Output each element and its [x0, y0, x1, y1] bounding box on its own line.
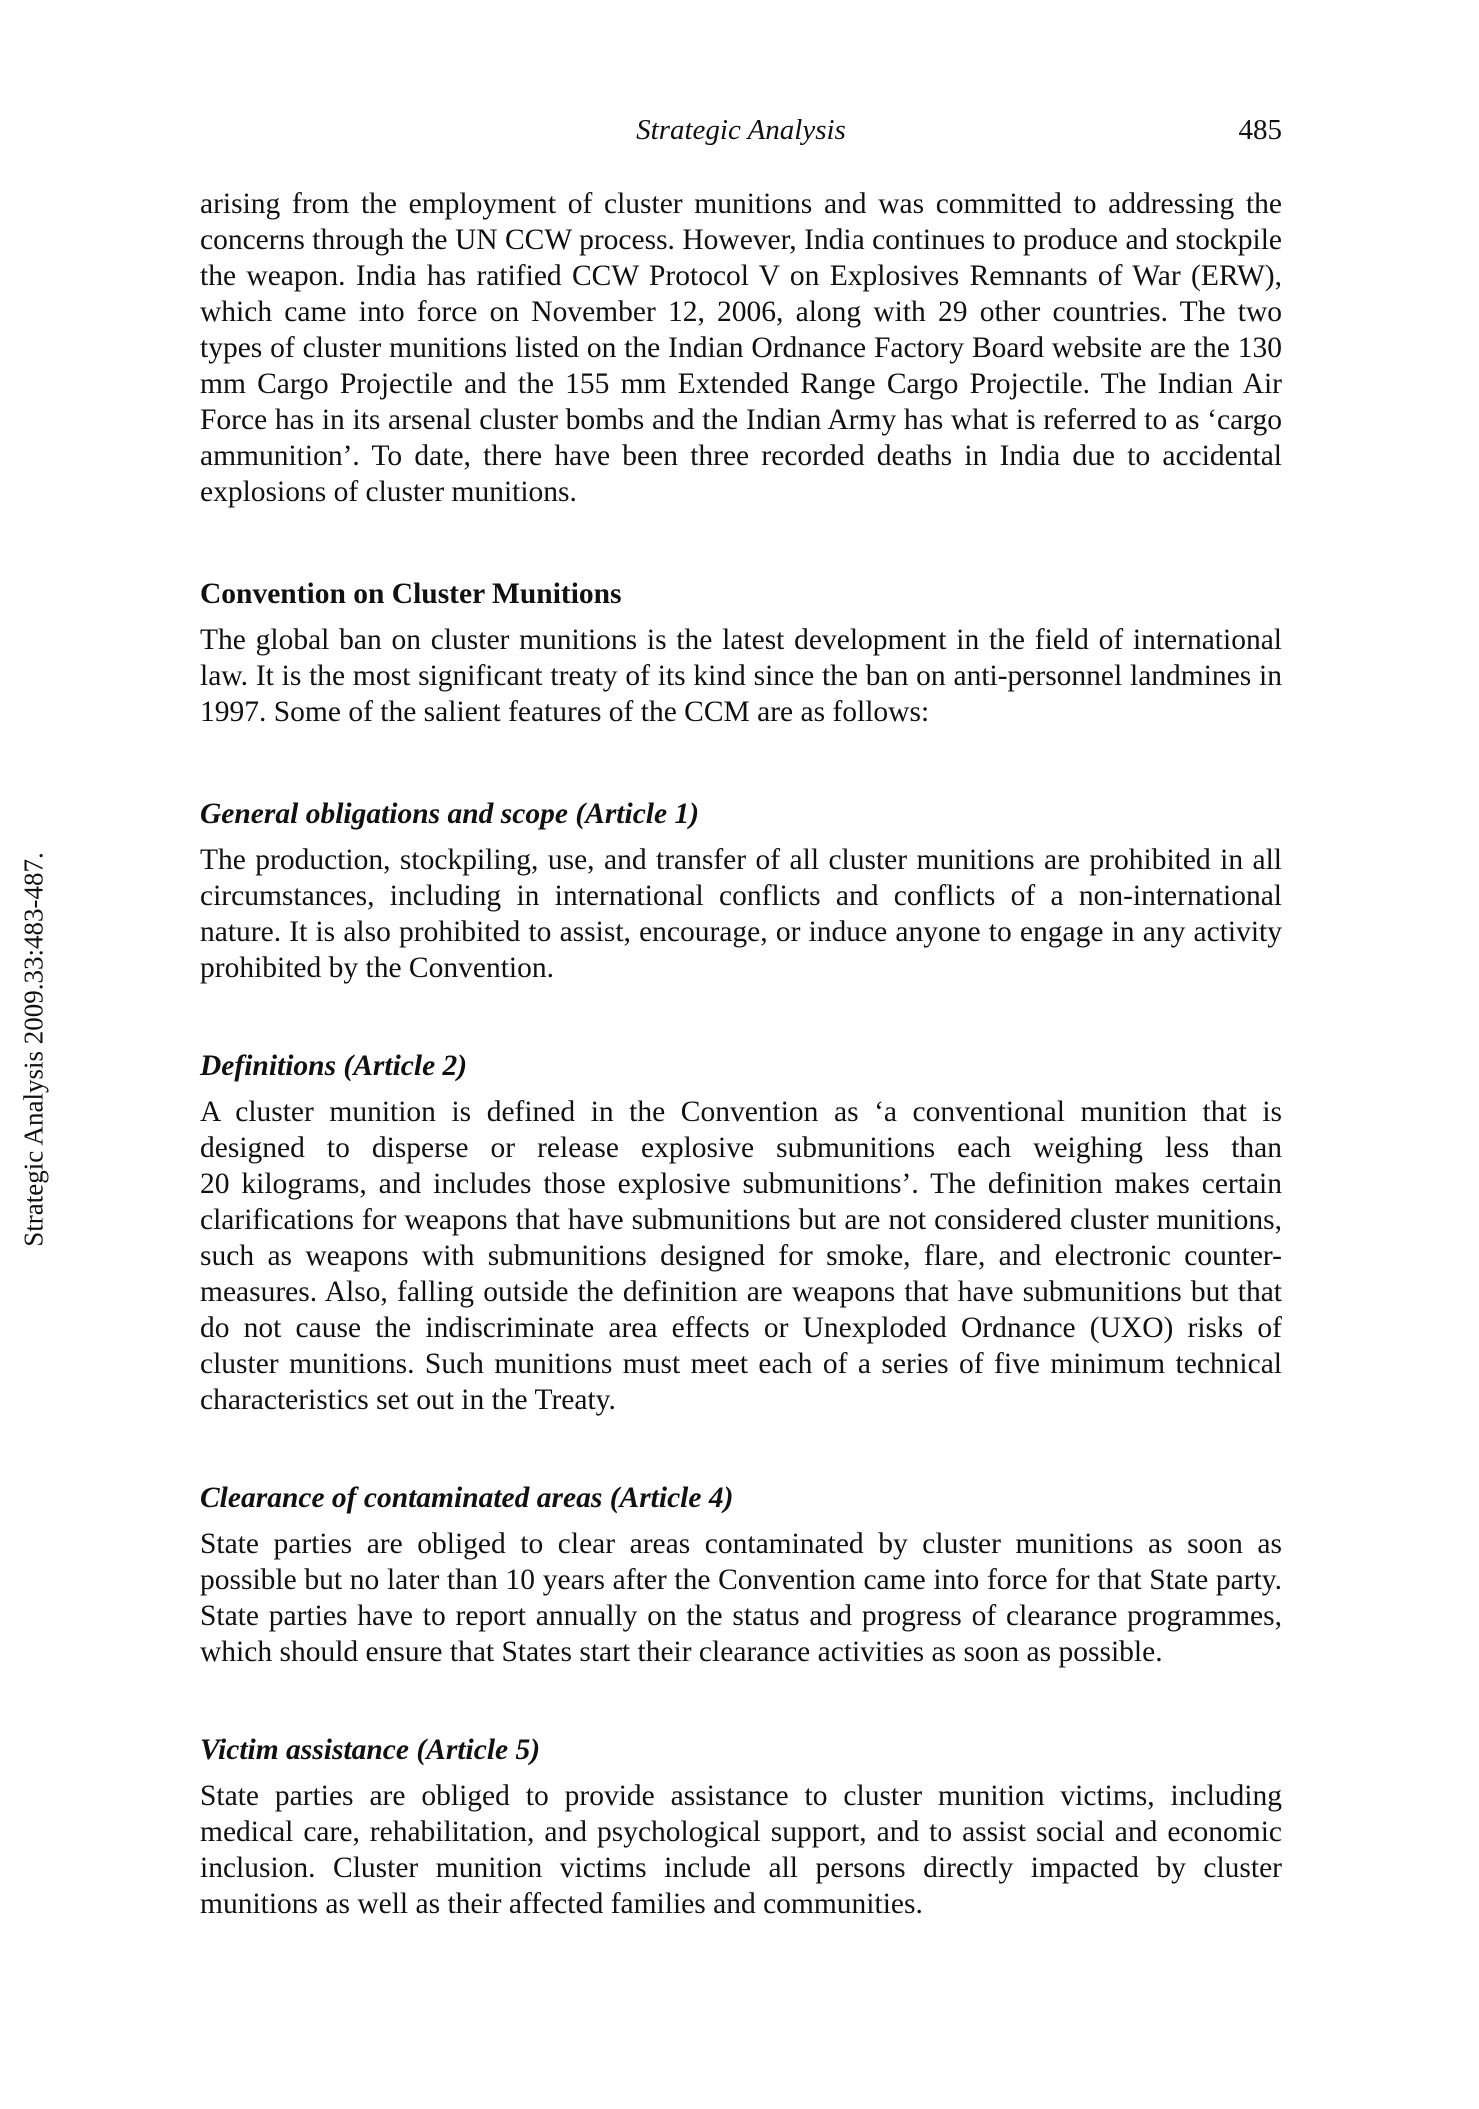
- journal-title: Strategic Analysis: [636, 114, 846, 146]
- subsection-paragraph-article-4: State parties are obliged to clear areas contaminated by cluster munitions as soon as possible but no later than 10 years after the Convention came into force for that State party. State parties have to report annually on the status and progress of clearance programmes, which should ensure that States start their clearance activities as soon as possible.: [200, 1528, 1282, 1668]
- section-paragraph: The global ban on cluster munitions is the latest development in the field of international law. It is the most significant treaty of its kind since the ban on anti-personnel landmines in 1997. Some of the salient features of the CCM are as follows:: [200, 624, 1282, 728]
- subsection-heading-article-5: Victim assistance (Article 5): [200, 1734, 541, 1766]
- running-head: [200, 114, 1282, 154]
- subsection-heading-article-2: Definitions (Article 2): [200, 1050, 468, 1082]
- section-heading: Convention on Cluster Munitions: [200, 578, 622, 610]
- page-number: 485: [1238, 114, 1282, 146]
- intro-paragraph: arising from the employment of cluster munitions and was committed to addressing the concerns through the UN CCW process. However, India continues to produce and stockpile the weapon. India has ratified CCW Protocol V on Explosives Remnants of War (ERW), which came into force on November 12, 2006, along with 29 other countries. The two types of cluster munitions listed on the Indian Ordnance Factory Board website are the 130 mm Cargo Projectile and the 155 mm Extended Range Cargo Projectile. The Indian Air Force has in its arsenal cluster bombs and the Indian Army has what is referred to as ‘cargo ammunition’. To date, there have been three recorded deaths in India due to accidental explosions of cluster munitions.: [200, 188, 1282, 508]
- subsection-paragraph-article-1: The production, stockpiling, use, and transfer of all cluster munitions are prohibited in all circumstances, including in international conflicts and conflicts of a non-international nature. It is also prohibited to assist, encourage, or induce anyone to engage in any activity prohibited by the Convention.: [200, 844, 1282, 984]
- subsection-paragraph-article-5: State parties are obliged to provide assistance to cluster munition victims, including medical care, rehabilitation, and psychological support, and to assist social and economic inclusion. Cluster munition victims include all persons directly impacted by cluster munitions as well as their affected families and communities.: [200, 1780, 1282, 1920]
- subsection-heading-article-1: General obligations and scope (Article 1): [200, 798, 700, 830]
- subsection-heading-article-4: Clearance of contaminated areas (Article 4): [200, 1482, 734, 1514]
- side-citation: Strategic Analysis 2009.33:483-487.: [18, 852, 49, 1247]
- page-body: [200, 186, 1282, 1922]
- subsection-paragraph-article-2: A cluster munition is defined in the Convention as ‘a conventional munition that is designed to disperse or release explosive submunitions each weighing less than 20 kilograms, and includes those explosive submunitions’. The definition makes certain clarifications for weapons that have submunitions but are not considered cluster munitions, such as weapons with submunitions designed for smoke, flare, and electronic counter-measures. Also, falling outside the definition are weapons that have submunitions but that do not cause the indiscriminate area effects or Unexploded Ordnance (UXO) risks of cluster munitions. Such munitions must meet each of a series of five minimum technical characteristics set out in the Treaty.: [200, 1096, 1282, 1416]
